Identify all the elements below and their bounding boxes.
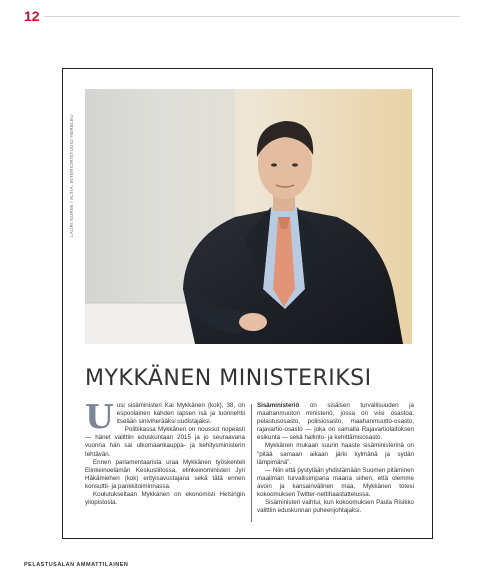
dropcap-letter: U bbox=[85, 397, 114, 436]
ministry-lead: Sisäministeriö bbox=[257, 402, 300, 409]
portrait-illustration bbox=[85, 89, 412, 344]
body-paragraph: Koulutukseltaan Mykkänen on ekonomisti Helsingin yliopistosta. bbox=[85, 491, 245, 507]
ministry-paragraph bbox=[257, 402, 414, 442]
intro-paragraph bbox=[85, 397, 245, 436]
article-headline: MYKKÄNEN MINISTERIKSI bbox=[85, 366, 372, 391]
right-column bbox=[257, 402, 414, 515]
body-paragraph: Mykkänen mukaan suurin haaste sisäministerinä on "pitää samaan aikaan järki kylmänä ja sydän lämpimänä". bbox=[257, 442, 414, 466]
intro-text: usi sisäministeri Kai Mykkänen (kok), 38, on espoolainen kahden lapsen isä ja luonnehtii itseään siniviherääksi uudistajaksi. bbox=[116, 402, 245, 426]
body-paragraph: Ennen parlamentaarista uraa Mykkänen työskenteli Elinkeinoelämän Keskusliitossa, elinkeinoministeri Jyri Häkämiehen (kok) erityisavustajana sekä tätä ennen konsultti- ja pankkitoiminnassa. bbox=[85, 458, 245, 490]
article-frame bbox=[62, 68, 433, 539]
portrait-photo bbox=[85, 89, 412, 344]
ministry-text: on sisäisen turvallisuuden ja maahanmuuton ministeriö, jossa on viisi osastoa: pelastusosasto, poliisiosasto, maahanmuutto-osasto, rajavartio-osasto — joka on samalla Rajavartiolaitoksen esikunta — sekä hallinto- ja kehittämisosasto. bbox=[257, 402, 414, 442]
body-paragraph: — Niin että pystytään yhdistämään Suomen pitäminen maailman turvallisimpana maana siihen, että olemme avoin ja kansainvälinen maa, Mykkänen totesi kokoomuksen Twitter-nettihaastattelussa. bbox=[257, 466, 414, 499]
page-number: 12 bbox=[24, 8, 40, 24]
body-paragraph: Sisäministeri vaihtui, kun kokoomuksen Paula Risikko valittiin eduskunnan puheenjohtajaksi. bbox=[257, 499, 414, 515]
body-paragraph: Politiikassa Mykkänen on noussut nopeasti — hänet valittiin eduskuntaan 2015 ja jo seuraavana vuonna hän sai ulkomaankauppa- ja kehitysministerin tehtävän. bbox=[85, 426, 245, 458]
left-column bbox=[85, 397, 245, 507]
header-rule bbox=[44, 16, 460, 17]
magazine-footer: PELASTUSALAN AMMATTILAINEN bbox=[24, 562, 129, 568]
photo-credit: LAURI NURMI / ALTIA, INTERIOR/STUDIO HERBLEU bbox=[69, 114, 74, 237]
column-divider bbox=[251, 404, 252, 522]
